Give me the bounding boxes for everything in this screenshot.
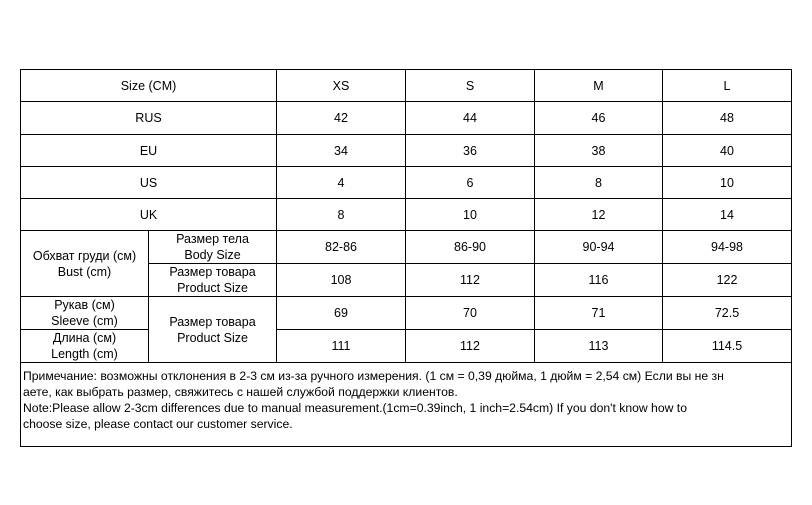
- table-cell: 46: [535, 102, 663, 135]
- length-label-ru: Длина (см): [52, 331, 117, 345]
- table-cell: 38: [535, 135, 663, 167]
- table-cell: 71: [535, 297, 663, 330]
- table-row-rus: [21, 102, 792, 135]
- table-header-row: [21, 70, 792, 102]
- product-size-label-ru: Размер товара: [169, 265, 256, 279]
- table-cell: 111: [277, 330, 406, 363]
- table-cell: 112: [406, 330, 535, 363]
- size-header-cell: Size (CM): [21, 70, 277, 102]
- table-cell: 42: [277, 102, 406, 135]
- product-size-label-ru: Размер товара: [169, 314, 256, 329]
- body-size-label-cell: [149, 231, 277, 264]
- note-cell: [21, 363, 792, 447]
- table-cell: 90-94: [535, 231, 663, 264]
- note-line-en-1: Note:Please allow 2-3cm differences due to manual measurement.(1cm=0.39inch, 1 inch=2.54cm) If you don't know how to: [23, 401, 687, 415]
- table-cell: 86-90: [406, 231, 535, 264]
- bust-label-ru: Обхват груди (см): [32, 248, 137, 263]
- table-cell: 34: [277, 135, 406, 167]
- size-xs-header: XS: [277, 70, 406, 102]
- note-line-ru-1: Примечание: возможны отклонения в 2-3 см из-за ручного измерения. (1 см = 0,39 дюйма, 1 дюйм = 2,54 см) Если вы не зн: [23, 369, 724, 383]
- table-cell: 10: [406, 199, 535, 231]
- size-l-header: L: [663, 70, 792, 102]
- table-row-us: [21, 167, 792, 199]
- row-label-rus: RUS: [21, 102, 277, 135]
- table-cell: 69: [277, 297, 406, 330]
- note-line-en-2: choose size, please contact our customer service.: [23, 417, 293, 431]
- length-label-cell: [21, 330, 149, 363]
- bust-label-cell: [21, 231, 149, 297]
- table-cell: 44: [406, 102, 535, 135]
- table-cell: 116: [535, 264, 663, 297]
- product-size-label-en: Product Size: [177, 281, 248, 295]
- table-row-sleeve: [21, 297, 792, 330]
- sleeve-label-cell: [21, 297, 149, 330]
- product-size-label-en: Product Size: [177, 330, 248, 345]
- table-cell: 82-86: [277, 231, 406, 264]
- table-cell: 122: [663, 264, 792, 297]
- table-cell: 8: [535, 167, 663, 199]
- row-label-us: US: [21, 167, 277, 199]
- table-cell: 40: [663, 135, 792, 167]
- table-cell: 14: [663, 199, 792, 231]
- table-cell: 72.5: [663, 297, 792, 330]
- table-row-bust-body: [21, 231, 792, 264]
- body-size-label-ru: Размер тела: [176, 232, 249, 246]
- length-label-en: Length (cm): [51, 347, 118, 361]
- table-cell: 48: [663, 102, 792, 135]
- product-size-label-cell: [149, 297, 277, 363]
- table-cell: 12: [535, 199, 663, 231]
- table-cell: 112: [406, 264, 535, 297]
- table-cell: 4: [277, 167, 406, 199]
- table-cell: 6: [406, 167, 535, 199]
- table-cell: 114.5: [663, 330, 792, 363]
- table-row-eu: [21, 135, 792, 167]
- row-label-uk: UK: [21, 199, 277, 231]
- table-cell: 8: [277, 199, 406, 231]
- sleeve-label-ru: Рукав (см): [54, 298, 115, 312]
- table-note-row: [21, 363, 792, 447]
- size-chart-table: [20, 69, 792, 447]
- table-row-length: [21, 330, 792, 363]
- table-cell: 70: [406, 297, 535, 330]
- bust-label-en: Bust (cm): [57, 264, 112, 279]
- product-size-label-cell: [149, 264, 277, 297]
- table-cell: 10: [663, 167, 792, 199]
- table-cell: 113: [535, 330, 663, 363]
- table-cell: 36: [406, 135, 535, 167]
- row-label-eu: EU: [21, 135, 277, 167]
- note-line-ru-2: аете, как выбрать размер, свяжитесь с нашей службой поддержки клиентов.: [23, 385, 458, 399]
- sleeve-label-en: Sleeve (cm): [51, 314, 118, 328]
- table-cell: 94-98: [663, 231, 792, 264]
- body-size-label-en: Body Size: [184, 248, 241, 262]
- size-m-header: M: [535, 70, 663, 102]
- size-s-header: S: [406, 70, 535, 102]
- table-cell: 108: [277, 264, 406, 297]
- table-row-uk: [21, 199, 792, 231]
